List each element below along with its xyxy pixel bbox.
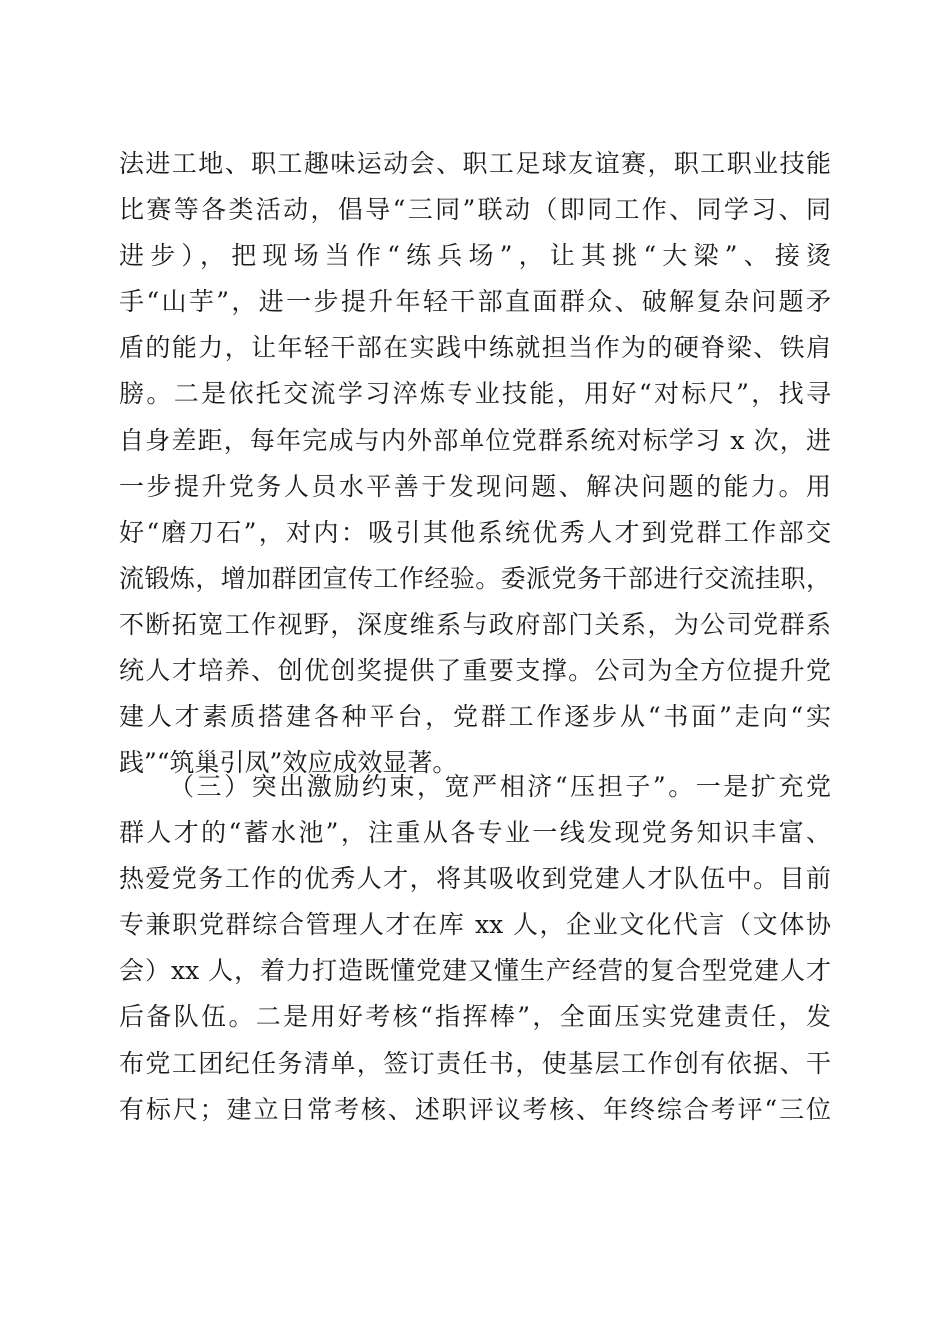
text-line: 比赛等各类活动，倡导“三同”联动（即同工作、同学习、同 [119, 195, 831, 225]
text-line: 好“磨刀石”，对内：吸引其他系统优秀人才到党群工作部交 [119, 517, 831, 547]
text-line: 盾的能力，让年轻干部在实践中练就担当作为的硬脊梁、铁肩 [119, 333, 831, 363]
paragraph-incentive-constraint [119, 764, 831, 1133]
text-line: 有标尺；建立日常考核、述职评议考核、年终综合考评“三位 [119, 1094, 831, 1124]
text-line: 后备队伍。二是用好考核“指挥棒”，全面压实党建责任，发 [119, 1002, 831, 1032]
text-line: 专兼职党群综合管理人才在库 xx 人，企业文化代言（文体协 [119, 910, 831, 940]
paragraph-talent-training [119, 141, 831, 786]
text-line: 统人才培养、创优创奖提供了重要支撑。公司为全方位提升党 [119, 656, 831, 686]
text-line: 会）xx 人，着力打造既懂党建又懂生产经营的复合型党建人才 [119, 956, 831, 986]
text-line: 法进工地、职工趣味运动会、职工足球友谊赛，职工职业技能 [119, 149, 831, 178]
text-line: 自身差距，每年完成与内外部单位党群系统对标学习 x 次，进 [119, 425, 831, 455]
text-line: 进步），把现场当作“练兵场”，让其挑“大梁”、接烫 [119, 241, 831, 271]
section-heading-line: （三）突出激励约束，宽严相济“压担子”。一是扩充党 [169, 772, 831, 801]
text-line: 膀。二是依托交流学习淬炼专业技能，用好“对标尺”，找寻 [119, 379, 831, 409]
text-line: 建人才素质搭建各种平台，党群工作逐步从“书面”走向“实 [119, 702, 831, 732]
text-line: 群人才的“蓄水池”，注重从各专业一线发现党务知识丰富、 [119, 818, 831, 848]
text-line: 践”“筑巢引凤”效应成效显著。 [119, 748, 458, 778]
text-line: 手“山芋”，进一步提升年轻干部直面群众、破解复杂问题矛 [119, 287, 831, 317]
text-line: 流锻炼，增加群团宣传工作经验。委派党务干部进行交流挂职， [119, 563, 831, 593]
text-line: 热爱党务工作的优秀人才，将其吸收到党建人才队伍中。目前 [119, 864, 831, 894]
text-line: 布党工团纪任务清单，签订责任书，使基层工作创有依据、干 [119, 1048, 831, 1078]
text-line: 一步提升党务人员水平善于发现问题、解决问题的能力。用 [119, 471, 831, 501]
text-line: 不断拓宽工作视野，深度维系与政府部门关系，为公司党群系 [119, 609, 831, 639]
